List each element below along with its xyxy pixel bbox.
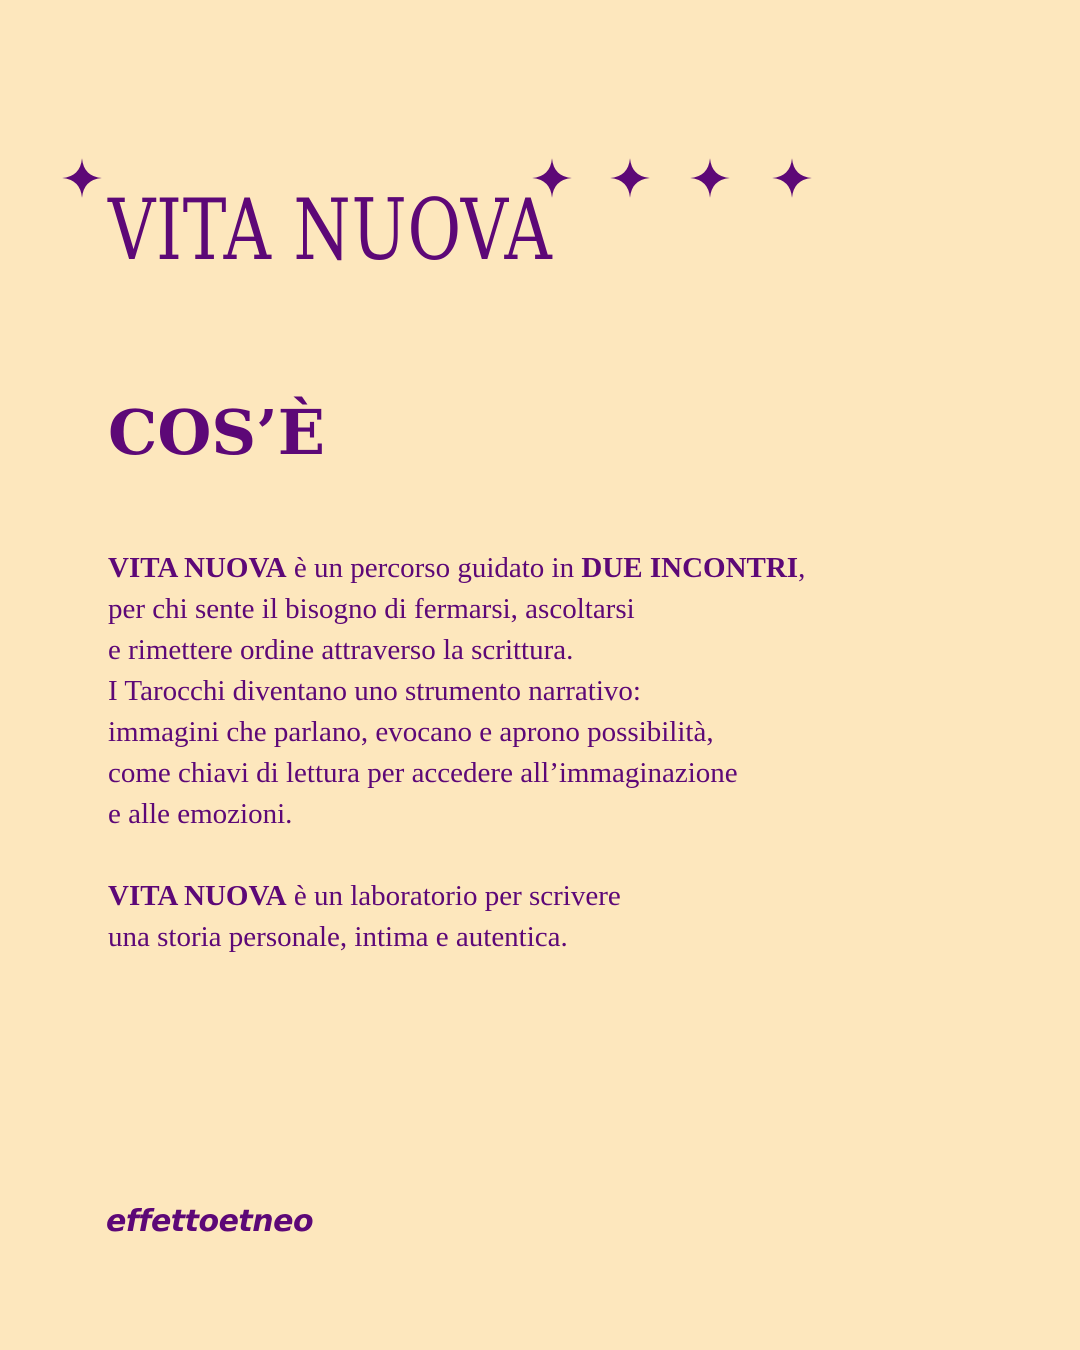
text-line: e rimettere ordine attraverso la scrittura.	[108, 634, 574, 666]
text-line	[108, 876, 928, 917]
paragraph	[108, 548, 928, 835]
sparkle-icon	[770, 156, 814, 200]
text-line: e alle emozioni.	[108, 798, 293, 830]
sparkle-icon	[60, 156, 104, 200]
title-row	[60, 128, 840, 280]
brand-logo: effettoetneo	[106, 1204, 314, 1239]
text: ,	[798, 552, 806, 584]
section-heading: COS’È	[108, 396, 325, 469]
text-line	[108, 548, 928, 589]
text-line: immagini che parlano, evocano e aprono possibilità,	[108, 716, 714, 748]
paragraph	[108, 876, 928, 958]
text-line: per chi sente il bisogno di fermarsi, ascoltarsi	[108, 593, 635, 625]
bold-text: DUE INCONTRI	[581, 552, 799, 584]
text-line: una storia personale, intima e autentica.	[108, 921, 568, 953]
text: è un laboratorio per scrivere	[286, 880, 621, 912]
sparkle-icon	[688, 156, 732, 200]
sparkle-icon	[608, 156, 652, 200]
text-line: I Tarocchi diventano uno strumento narrativo:	[108, 675, 641, 707]
text-line: come chiavi di lettura per accedere all’immaginazione	[108, 757, 738, 789]
bold-text: VITA NUOVA	[108, 552, 287, 584]
page-title: VITA NUOVA	[108, 181, 553, 280]
text: è un percorso guidato in	[286, 552, 582, 584]
sparkle-icon	[530, 156, 574, 200]
body-text	[108, 548, 928, 958]
bold-text: VITA NUOVA	[108, 880, 287, 912]
